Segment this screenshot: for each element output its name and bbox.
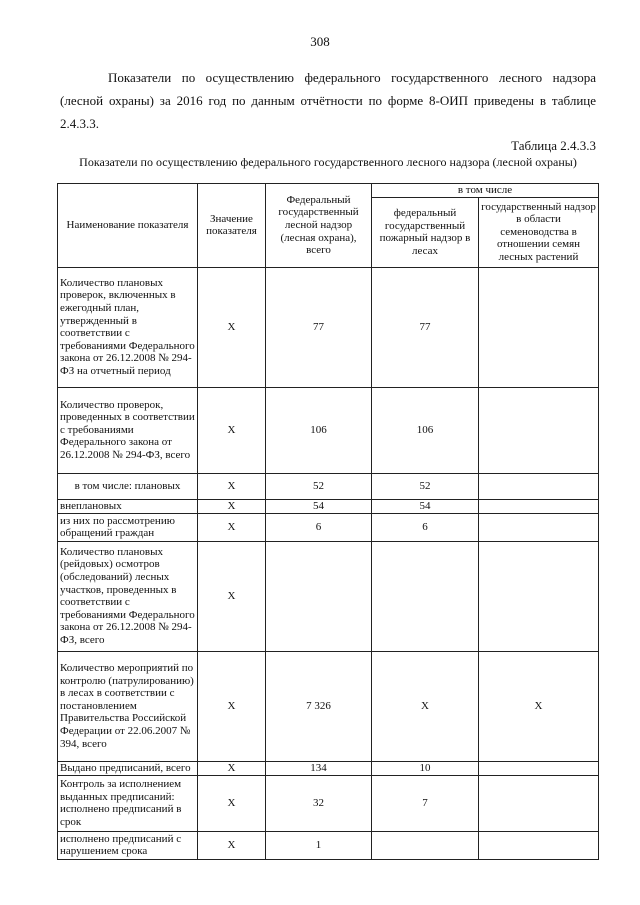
row-value: X [198,387,266,473]
row-value: X [198,473,266,499]
row-name: Количество плановых проверок, включенных в ежегодный план, утвержденный в соответствии с требованиями Федерального закона от 26.12.2008 № 294-ФЗ на отчетный период [58,267,198,387]
row-fire [372,831,479,859]
row-total: 106 [266,387,372,473]
row-value: X [198,761,266,775]
header-including: в том числе [372,184,599,198]
row-seed [479,831,599,859]
row-total: 1 [266,831,372,859]
row-total [266,541,372,651]
row-value: X [198,513,266,541]
table-row [58,761,599,775]
row-fire: 6 [372,513,479,541]
row-total: 77 [266,267,372,387]
row-name: исполнено предписаний с нарушением срока [58,831,198,859]
indicators-table [57,183,599,860]
table-row [58,387,599,473]
row-seed [479,499,599,513]
header-seed: государственный надзор в области семеноводства в отношении семян лесных растений [479,197,599,267]
table-row [58,775,599,831]
row-seed [479,267,599,387]
intro-paragraph: Показатели по осуществлению федерального государственного лесного надзора (лесной охраны) за 2016 год по данным отчётности по форме 8-ОИП приведены в таблице 2.4.3.3. [60,70,596,131]
row-seed [479,387,599,473]
row-total: 54 [266,499,372,513]
row-name: в том числе: плановых [58,473,198,499]
row-fire: X [372,651,479,761]
row-value: X [198,775,266,831]
row-value: X [198,831,266,859]
row-fire: 106 [372,387,479,473]
row-name: из них по рассмотрению обращений граждан [58,513,198,541]
row-fire: 77 [372,267,479,387]
row-total: 32 [266,775,372,831]
row-seed [479,775,599,831]
row-seed [479,473,599,499]
row-total: 6 [266,513,372,541]
row-value: X [198,499,266,513]
row-fire: 54 [372,499,479,513]
row-name: Количество мероприятий по контролю (патрулированию) в лесах в соответствии с постановлением Правительства Российской Федерации от 22.06.2007 № 394, всего [58,651,198,761]
row-seed: X [479,651,599,761]
table-row [58,541,599,651]
table-row [58,651,599,761]
header-fire: федеральный государственный пожарный надзор в лесах [372,197,479,267]
table-label: Таблица 2.4.3.3 [511,138,596,153]
table-row [58,513,599,541]
row-fire: 52 [372,473,479,499]
row-fire: 7 [372,775,479,831]
row-seed [479,761,599,775]
row-seed [479,541,599,651]
row-total: 134 [266,761,372,775]
row-name: внеплановых [58,499,198,513]
page-number: 308 [310,34,330,49]
row-value: X [198,651,266,761]
row-total: 7 326 [266,651,372,761]
row-name: Контроль за исполнением выданных предписаний: исполнено предписаний в срок [58,775,198,831]
header-federal-total: Федеральный государственный лесной надзор (лесная охрана), всего [266,184,372,268]
row-fire [372,541,479,651]
table-row [58,267,599,387]
row-value: X [198,267,266,387]
header-name: Наименование показателя [58,184,198,268]
row-name: Количество плановых (рейдовых) осмотров (обследований) лесных участков, проведенных в соответствии с требованиями Федерального закона от 26.12.2008 № 294-ФЗ, всего [58,541,198,651]
table-title: Показатели по осуществлению федерального государственного лесного надзора (лесной охраны) [79,155,577,169]
table-row [58,473,599,499]
row-name: Выдано предписаний, всего [58,761,198,775]
table-row [58,499,599,513]
row-value: X [198,541,266,651]
table-row [58,831,599,859]
row-total: 52 [266,473,372,499]
header-value: Значение показателя [198,184,266,268]
row-name: Количество проверок, проведенных в соответствии с требованиями Федерального закона от 26.12.2008 № 294-ФЗ, всего [58,387,198,473]
row-fire: 10 [372,761,479,775]
row-seed [479,513,599,541]
